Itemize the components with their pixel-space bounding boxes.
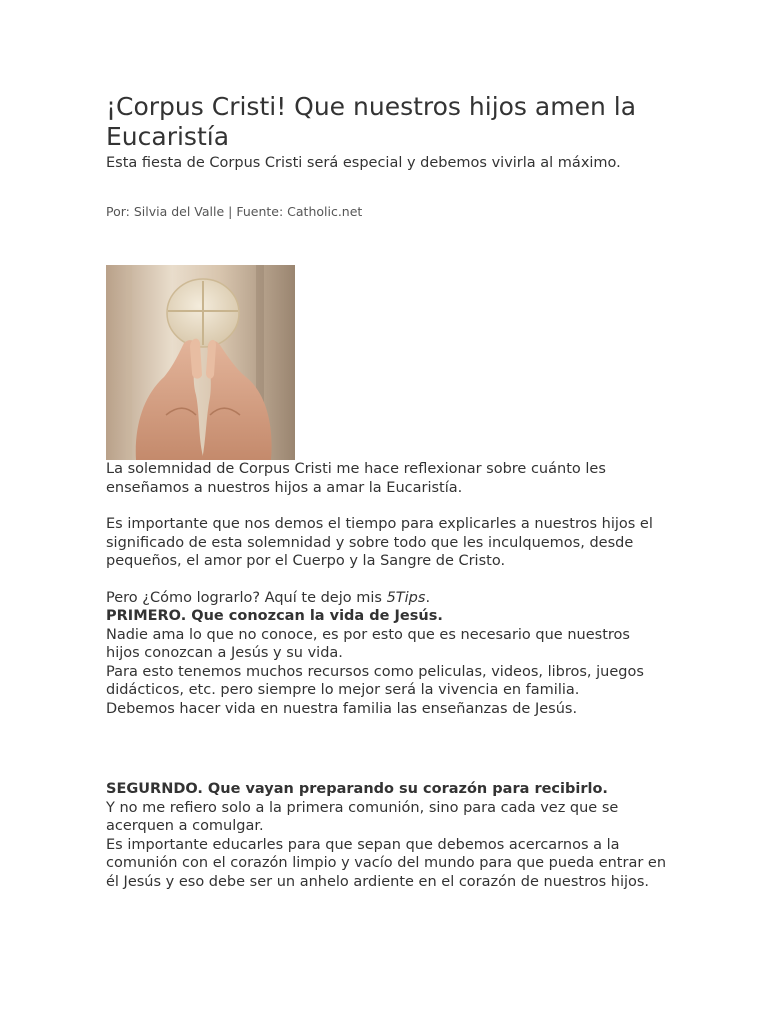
- paragraph-7: Y no me refiero solo a la primera comunión, sino para cada vez que se acerquen a comulgar.: [106, 799, 619, 834]
- article-subtitle: Esta fiesta de Corpus Cristi será especial y debemos vivirla al máximo.: [106, 155, 621, 171]
- paragraph-5: Para esto tenemos muchos recursos como peliculas, videos, libros, juegos didácticos, etc. pero siempre lo mejor será la vivencia en familia.: [106, 663, 644, 698]
- tips-emphasis: 5Tips: [386, 589, 426, 606]
- paragraph-2: Es importante que nos demos el tiempo para explicarles a nuestros hijos el significado de esta solemnidad y sobre todo que les inculquemos, desde pequeños, el amor por el Cuerpo y la Sangre de Cristo.: [106, 516, 653, 569]
- article-title: ¡Corpus Cristi! Que nuestros hijos amen la Eucaristía: [106, 92, 637, 151]
- host-hands-image: [106, 265, 295, 460]
- paragraph-6: Debemos hacer vida en nuestra familia las enseñanzas de Jesús.: [106, 700, 578, 717]
- section-heading-segurndo: SEGURNDO. Que vayan preparando su corazón para recibirlo.: [106, 781, 608, 797]
- article: [106, 92, 666, 891]
- article-byline: Por: Silvia del Valle | Fuente: Catholic.net: [106, 204, 363, 219]
- paragraph-3-end: .: [425, 589, 431, 606]
- section-heading-primero: PRIMERO. Que conozcan la vida de Jesús.: [106, 608, 443, 624]
- paragraph-3-lead: Pero ¿Cómo lograrlo? Aquí te dejo mis: [106, 589, 387, 606]
- paragraph-8: Es importante educarles para que sepan que debemos acercarnos a la comunión con el corazón limpio y vacío del mundo para que pueda entrar en él Jesús y eso debe ser un anhelo ardiente en el corazón de nuestros hijos.: [106, 836, 667, 890]
- paragraph-1: La solemnidad de Corpus Cristi me hace reflexionar sobre cuánto les enseñamos a nuestros hijos a amar la Eucaristía.: [106, 461, 606, 496]
- paragraph-4: Nadie ama lo que no conoce, es por esto que es necesario que nuestros hijos conozcan a Jesús y su vida.: [106, 626, 630, 661]
- paragraph-3: [106, 589, 666, 608]
